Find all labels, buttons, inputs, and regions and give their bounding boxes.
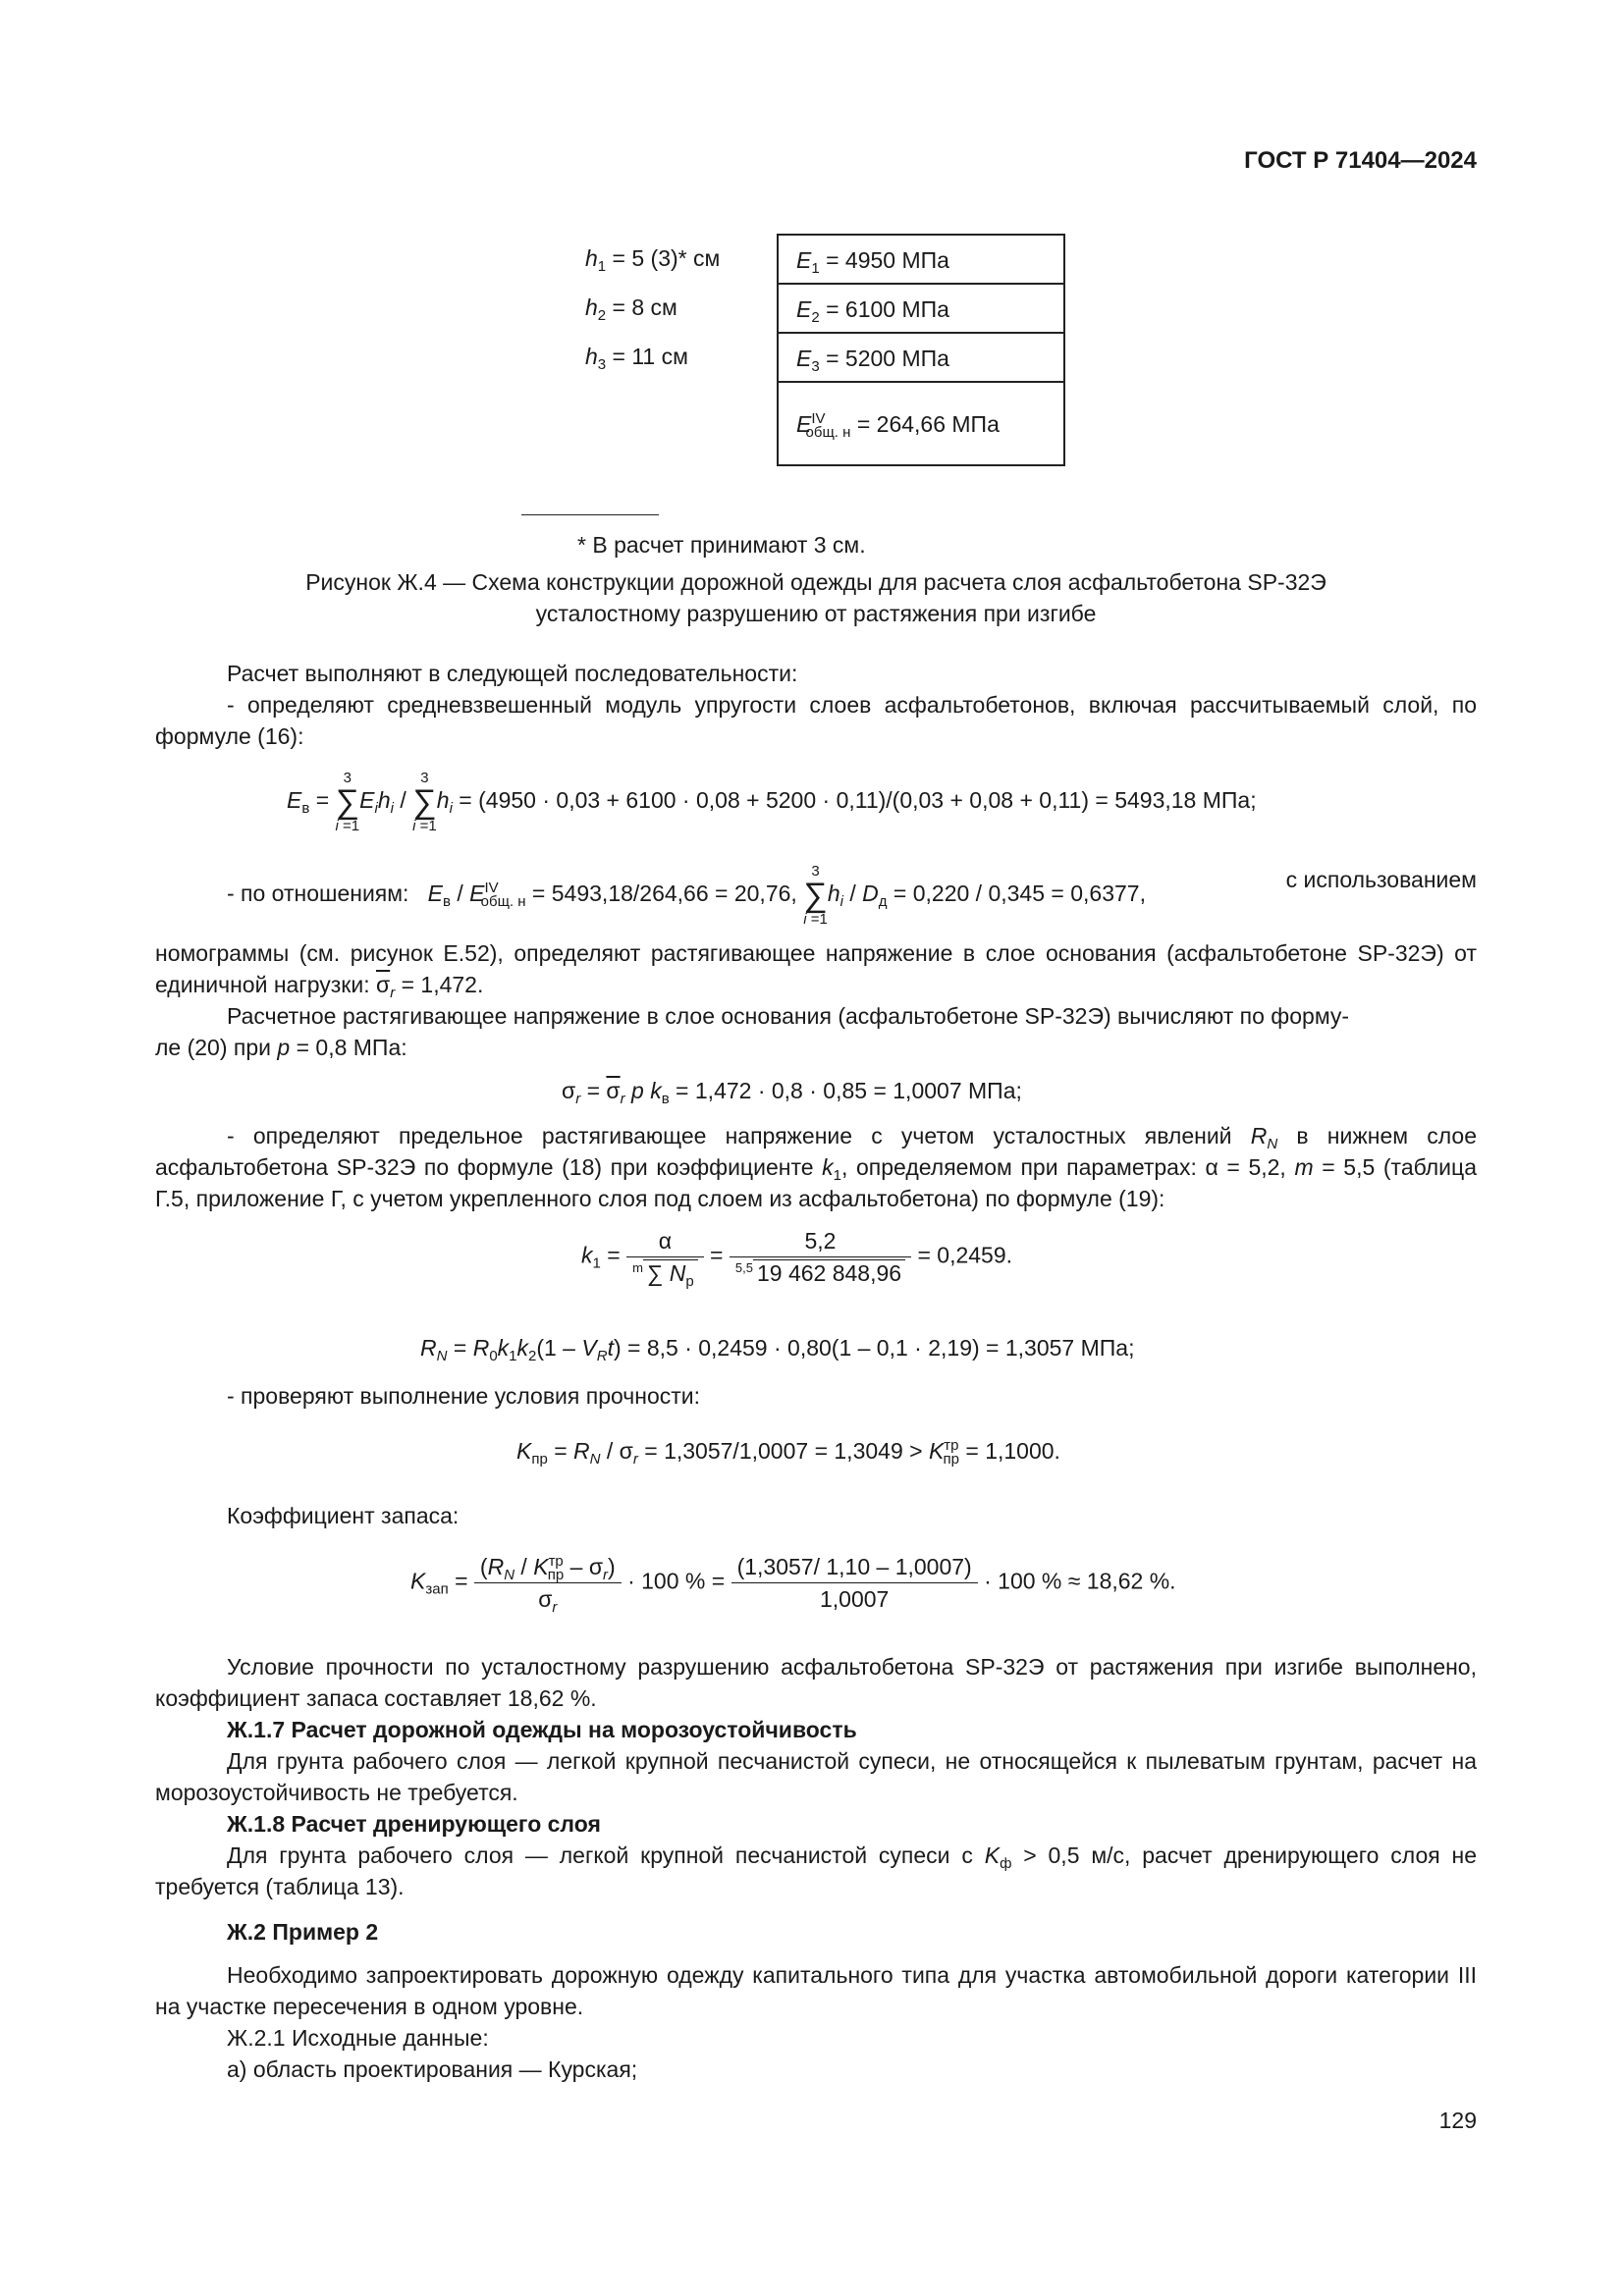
paragraph-frost: Для грунта рабочего слоя — легкой крупной песчанистой супеси, не относящейся к пылеватым грунтам, расчет на морозоустойчивость не требуется. <box>155 1748 1477 1805</box>
paragraph-stress-cont: ле (20) при p = 0,8 МПа: <box>155 1035 407 1060</box>
paragraph-input-data: Ж.2.1 Исходные данные: <box>227 2025 489 2051</box>
paragraph-conclusion: Условие прочности по усталостному разрушению асфальтобетона SP-32Э от растяжения при изгибе выполнено, коэффициент запаса составляет 18,62 %. <box>155 1654 1477 1711</box>
section-heading-example2: Ж.2 Пример 2 <box>227 1919 379 1945</box>
paragraph-region: а) область проектирования — Курская; <box>227 2056 638 2082</box>
formula-20: $\sigma_r = \overline{\sigma}_r$ p $k_в = 1,472 \cdot 0,8 \cdot 0,85 = 1,0007$ МПа; <box>562 1078 1022 1107</box>
figure-caption-line1: Рисунок Ж.4 — Схема конструкции дорожной одежды для расчета слоя асфальтобетона SP-32Э <box>305 569 1326 595</box>
figure-caption-line2: усталостному разрушению от растяжения при изгибе <box>535 601 1097 626</box>
paragraph-check: - проверяют выполнение условия прочности: <box>227 1383 701 1409</box>
thickness-h1: $h_1 = 5$ (3)* см <box>585 245 721 275</box>
paragraph-stress: Расчетное растягивающее напряжение в слое основания (асфальтобетоне SP-32Э) вычисляют по форму- <box>227 1003 1350 1029</box>
formula-19: $k_1$ = $\frac{\alpha}{^m \sum N_р}$ = $\frac{5,2}{^{5,5} 19 462 848,96}$ = 0,2459. <box>581 1225 1012 1289</box>
modulus-total: $E^{IV}_{общ. н} = 264,66$ МПа <box>779 383 1063 466</box>
paragraph-nomogram: номограммы (см. рисунок Е.52), определяют растягивающее напряжение в слое основания (асфальтобетоне SP-32Э) от единичной нагрузки: $\overline{\sigma}_r = 1,472$. <box>155 940 1477 1001</box>
paragraph-sequence: Расчет выполняют в следующей последовательности: <box>227 661 798 686</box>
formula-rn: $R_N = R_0k_1k_2(1 - V_Rt) = 8,5 \cdot 0,2459 \cdot 0,80(1 - 0,1 \cdot 2,19) = 1,3057$ МПа; <box>420 1335 1135 1364</box>
thickness-h3: $h_3 = 11$ см <box>585 344 688 373</box>
ratio-line: - по отношениям: $E_в / E^{IV}_{общ. н} = 5493,18/264,66 = 20,76$, 3 ∑ i =1 $h_i / D_д = 0,220 / 0,345 = 0,6377$, с использованием <box>227 863 1477 928</box>
footnote-rule <box>521 514 659 515</box>
paragraph-modulus: - определяют средневзвешенный модуль упругости слоев асфальтобетонов, включая рассчитываемый слой, по формуле (16): <box>155 692 1477 749</box>
paragraph-limit-stress: - определяют предельное растягивающее напряжение с учетом усталостных явлений $R_N$ в нижнем слое асфальтобетона SP-32Э по формуле (18) при коэффициенте $k_1$, определяемом при параметрах: α = 5,2, m = 5,5 (таблица Г.5, приложение Г, с учетом укрепленного слоя под слоем из асфальтобетона) по формуле (19): <box>155 1123 1478 1211</box>
section-heading-drainage: Ж.1.8 Расчет дренирующего слоя <box>227 1811 601 1837</box>
section-heading-frost: Ж.1.7 Расчет дорожной одежды на морозоустойчивость <box>227 1717 857 1742</box>
modulus-e2: $E_2 = 6100$ МПа <box>779 285 1063 334</box>
footnote: * В расчет принимают 3 см. <box>577 532 866 558</box>
paragraph-example2: Необходимо запроектировать дорожную одежду капитального типа для участка автомобильной дороги категории III на участке пересечения в одном уровне. <box>155 1962 1477 2019</box>
formula-kzap: $K_{зап}$ = $\frac{(R_N / K^{тр}_{пр} - \sigma_r)}{\sigma_r}$ · 100 % = $\frac{(1,3057/ 1,10 - 1,0007)}{1,0007}$ · 100 % ≈ 18,62 %. <box>410 1553 1176 1616</box>
modulus-e1: $E_1 = 4950$ МПа <box>779 236 1063 285</box>
page-number: 129 <box>1438 2108 1477 2133</box>
paragraph-reserve-label: Коэффициент запаса: <box>227 1503 460 1528</box>
layer-moduli-table <box>777 234 1065 466</box>
formula-kpr: $K_{пр} = R_N / \sigma_r = 1,3057/1,0007 = 1,3049 > K^{тр}_{пр} = 1,1000$. <box>516 1437 1060 1468</box>
modulus-e3: $E_3 = 5200$ МПа <box>779 334 1063 383</box>
doc-code: ГОСТ Р 71404—2024 <box>1244 147 1477 174</box>
thickness-h2: $h_2 = 8$ см <box>585 294 677 324</box>
paragraph-drainage: Для грунта рабочего слоя — легкой крупной песчанистой супеси с $K_ф > 0,5$ м/с, расчет дренирующего слоя не требуется (таблица 13). <box>155 1842 1478 1899</box>
formula-16: $E_в$ = 3 ∑ i =1 $E_ih_i$ / 3 ∑ i =1 $h_i = (4950 \cdot 0,03 + 6100 \cdot 0,08 + 5200 \cdot 0,11)/(0,03 + 0,08 + 0,11) = 5493,18$ МПа; <box>287 770 1257 834</box>
